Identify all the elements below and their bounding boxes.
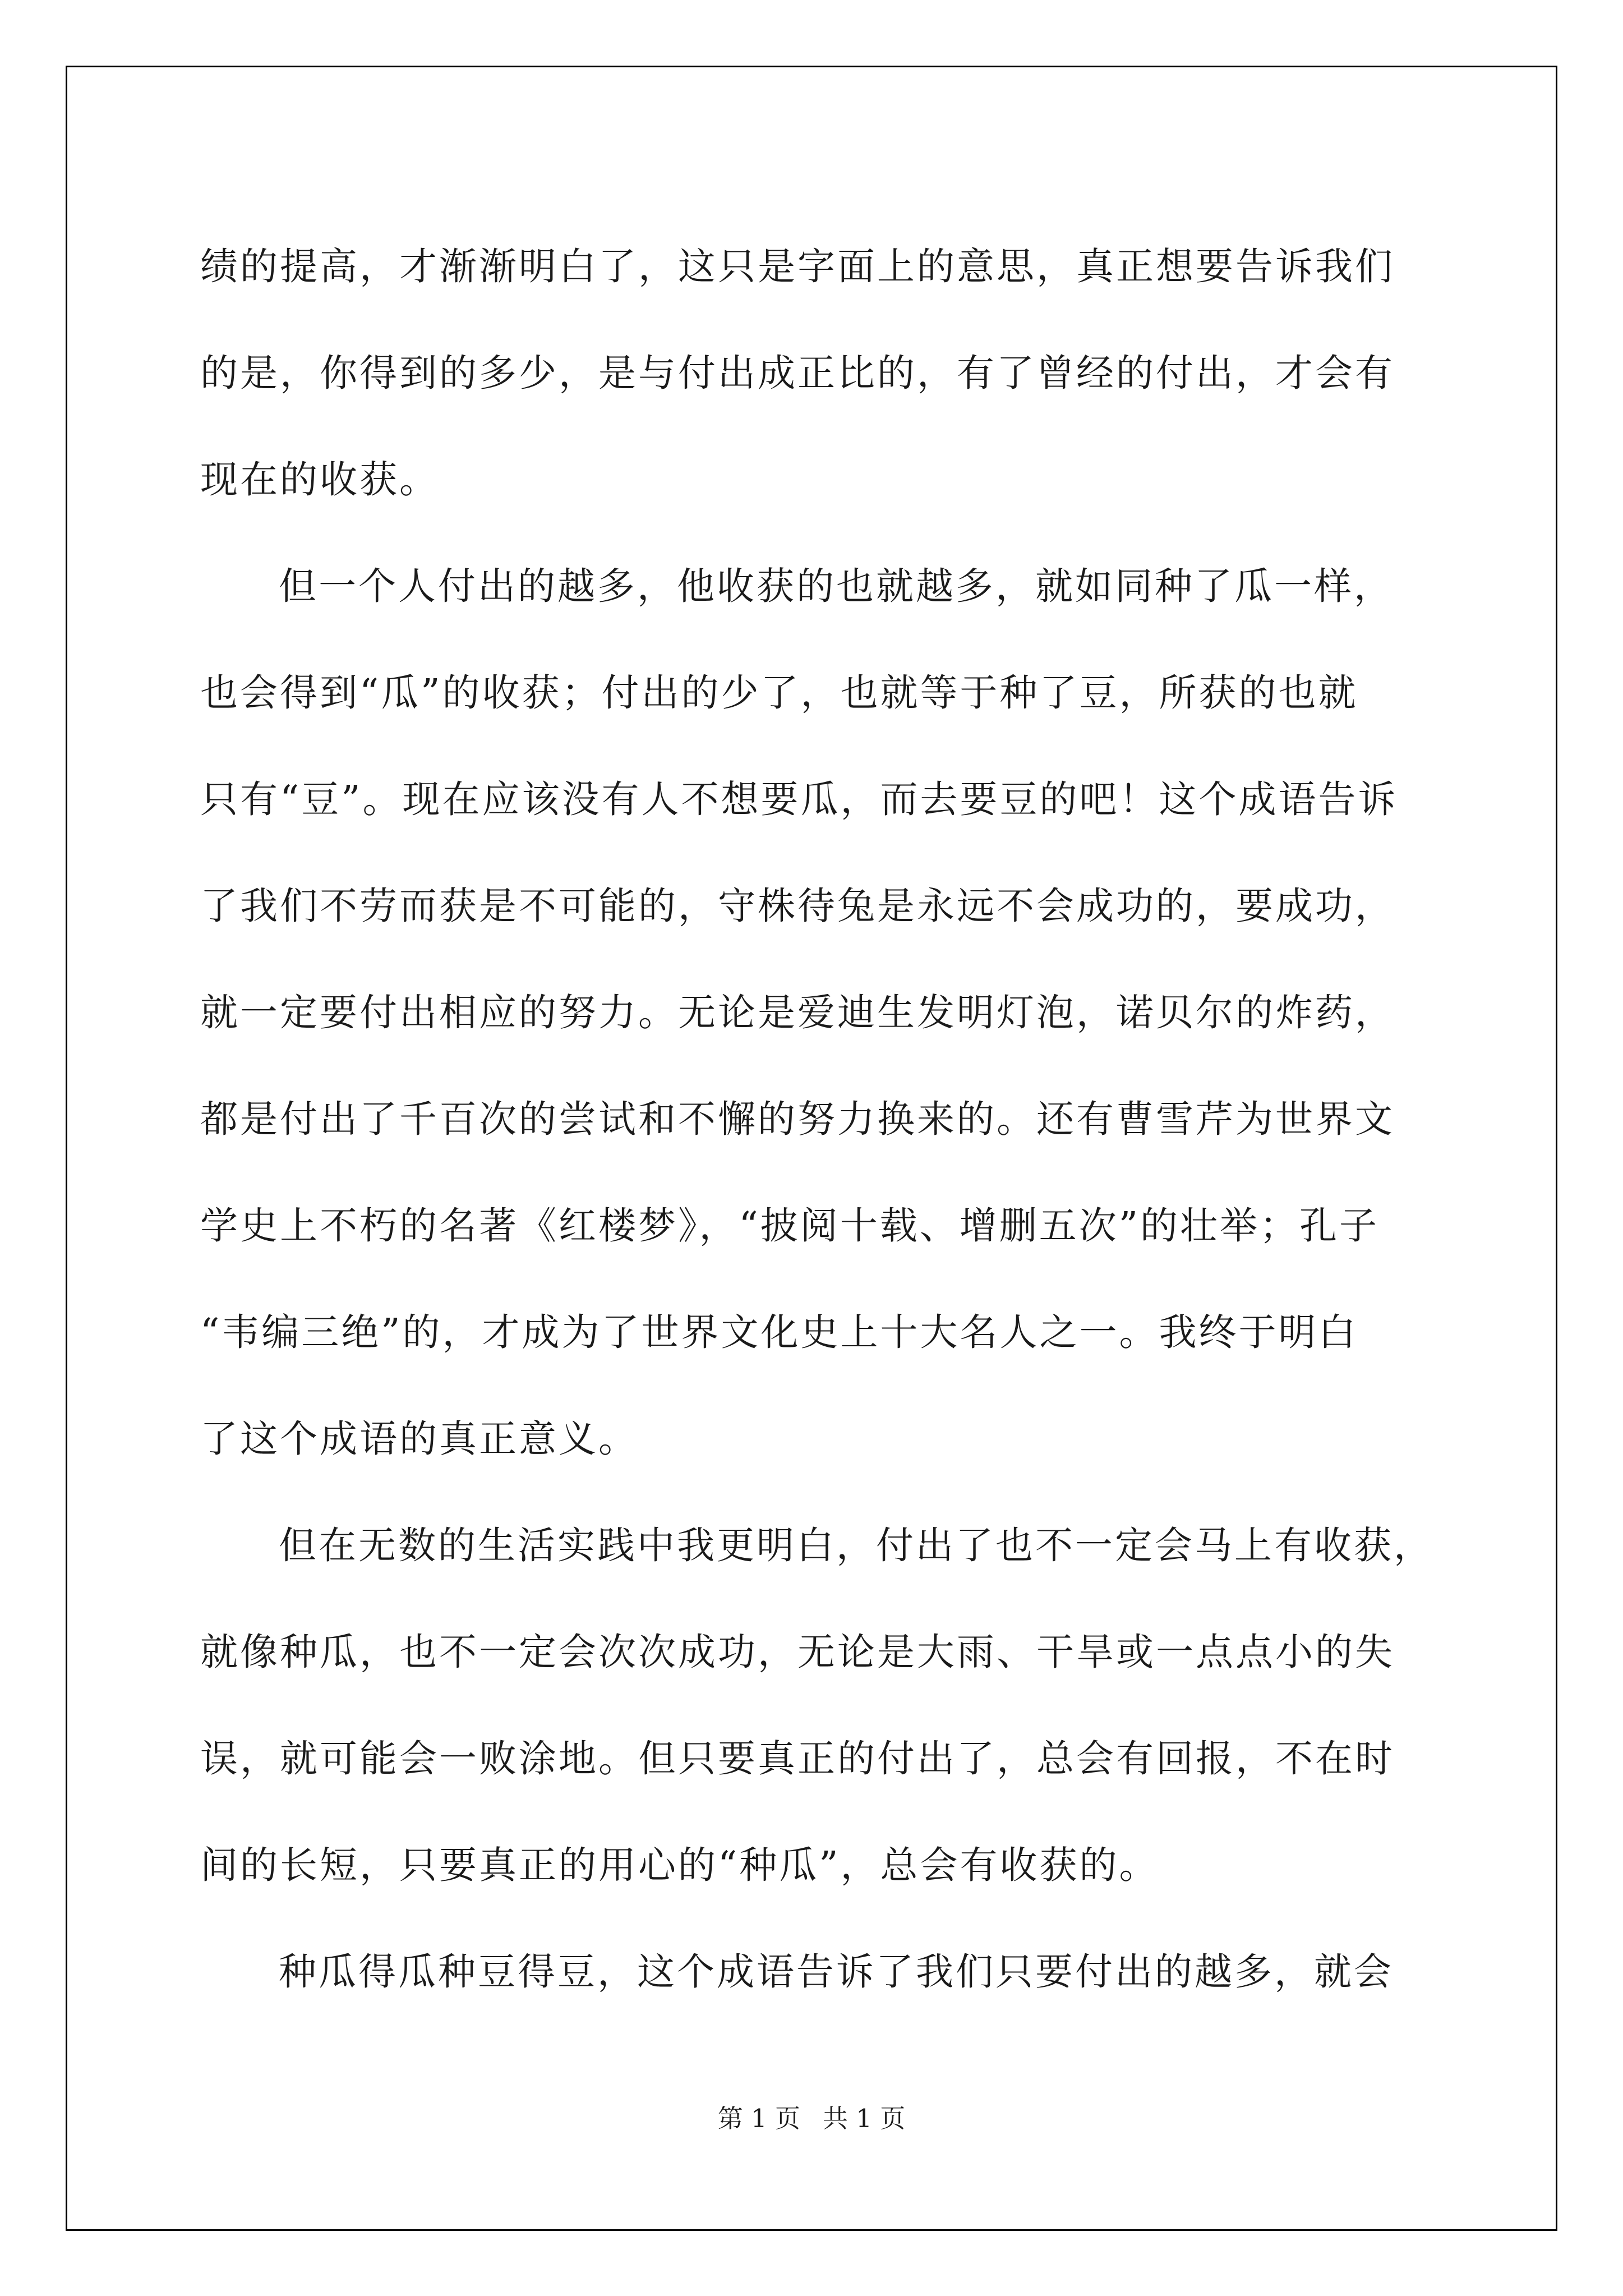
text-line: 只有“豆”。现在应该没有人不想要瓜，而去要豆的吧！这个成语告诉 [200, 777, 1398, 821]
text-line: “韦编三绝”的，才成为了世界文化史上十大名人之一。我终于明白 [200, 1310, 1358, 1354]
paragraph-start-line: 种瓜得瓜种豆得豆，这个成语告诉了我们只要付出的越多，就会 [279, 1950, 1394, 1994]
text-line: 就一定要付出相应的努力。无论是爱迪生发明灯泡，诺贝尔的炸药， [200, 991, 1395, 1034]
text-line: 现在的收获。 [200, 458, 439, 501]
text-line: 的是，你得到的多少，是与付出成正比的，有了曾经的付出，才会有 [200, 351, 1395, 395]
text-line: 学史上不朽的名著《红楼梦》，“披阅十载、增删五次”的壮举；孔子 [200, 1204, 1380, 1248]
text-line: 绩的提高，才渐渐明白了，这只是字面上的意思，真正想要告诉我们 [200, 245, 1395, 288]
paragraph-start-line: 但在无数的生活实践中我更明白，付出了也不一定会马上有收获， [279, 1524, 1433, 1567]
text-line: 都是付出了千百次的尝试和不懈的努力换来的。还有曹雪芹为世界文 [200, 1097, 1395, 1141]
text-line: 间的长短，只要真正的用心的“种瓜”，总会有收获的。 [200, 1843, 1159, 1887]
page-total: 共 1 页 [823, 2104, 906, 2133]
text-line: 也会得到“瓜”的收获；付出的少了，也就等于种了豆，所获的也就 [200, 671, 1358, 715]
paragraph-start-line: 但一个人付出的越多，他收获的也就越多，就如同种了瓜一样， [279, 564, 1394, 608]
page-number: 第 1 页 [717, 2104, 800, 2133]
document-body [200, 213, 1496, 2025]
text-line: 了我们不劳而获是不可能的，守株待兔是永远不会成功的，要成功， [200, 884, 1395, 928]
text-line: 误，就可能会一败涂地。但只要真正的付出了，总会有回报，不在时 [200, 1737, 1395, 1780]
page-footer [0, 2098, 1623, 2134]
text-line: 就像种瓜，也不一定会次次成功，无论是大雨、干旱或一点点小的失 [200, 1630, 1395, 1674]
text-line: 了这个成语的真正意义。 [200, 1417, 638, 1461]
